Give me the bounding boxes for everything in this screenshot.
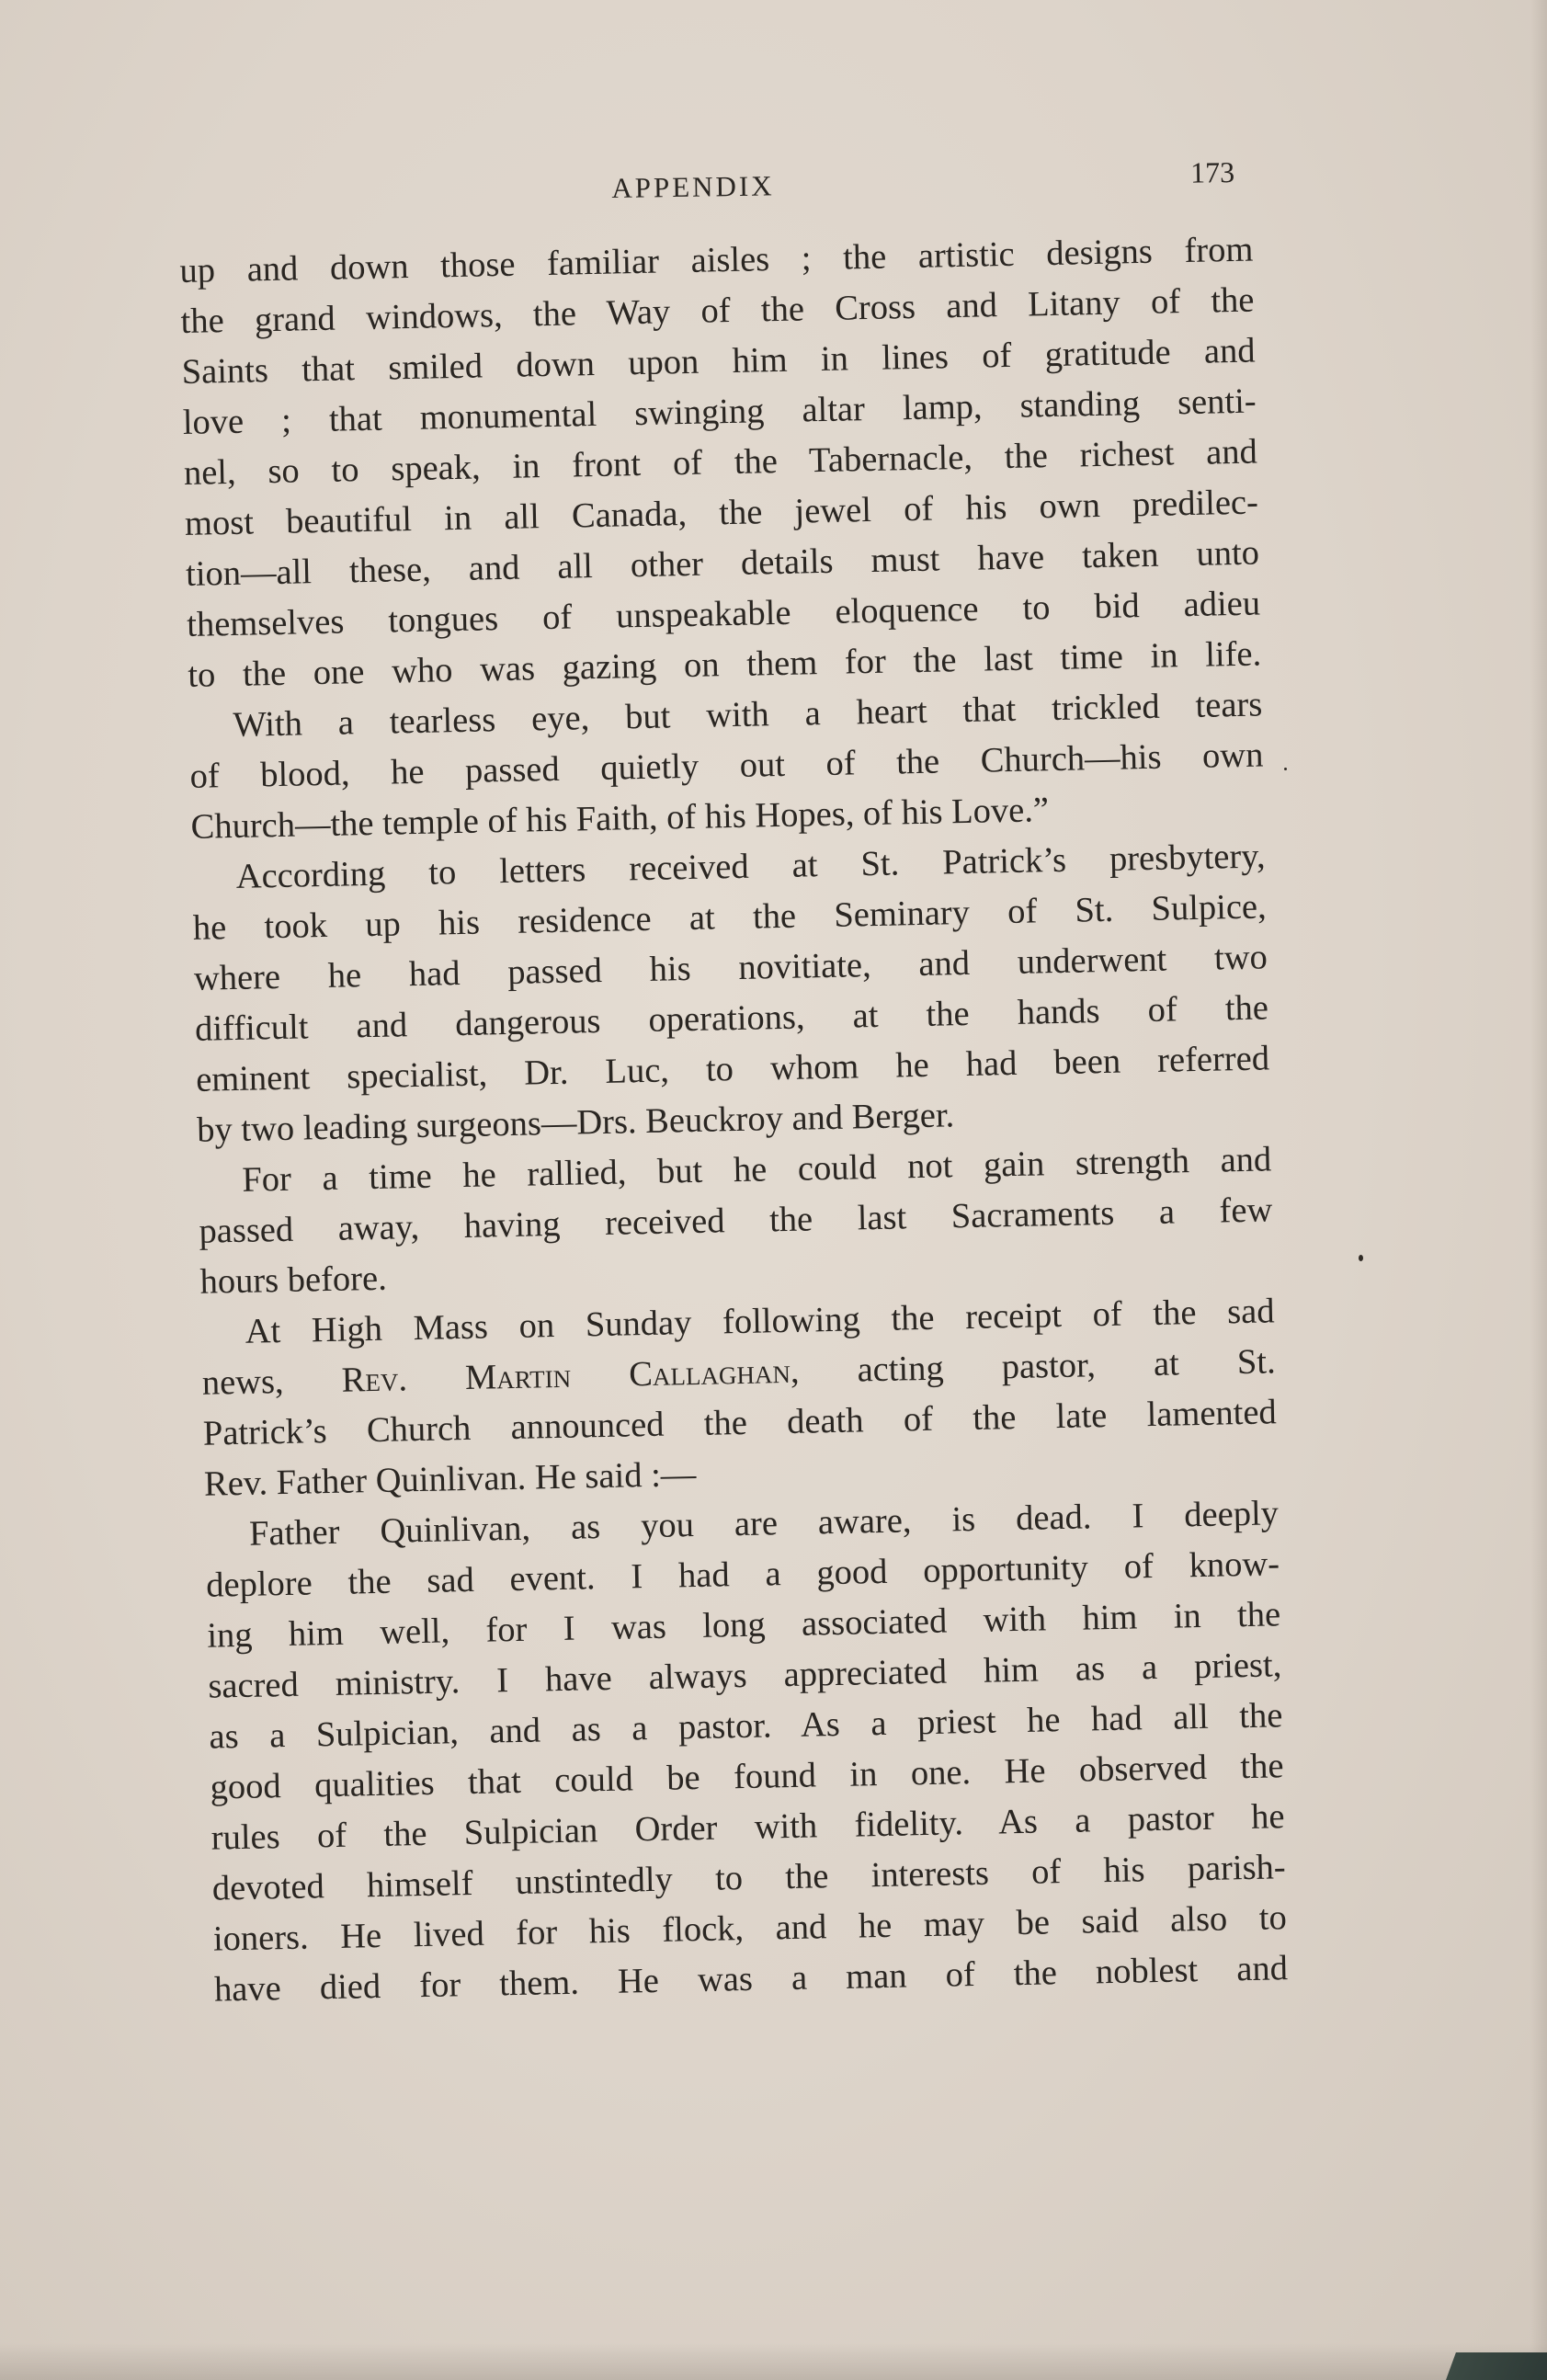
text-line: Patrick’s Church announced the death of the late lamented [202,1393,1278,1453]
body-text [179,225,1288,2016]
ink-speck [1359,1255,1363,1261]
text-line: eminent specialist, Dr. Luc, to whom he had been referred [195,1039,1270,1099]
ink-speck [1284,768,1287,770]
text-line: hours before. [199,1258,388,1302]
text-line: rules of the Sulpician Order with fidelity. As a pastor he [210,1797,1285,1858]
text-line: deplore the sad event. I had a good opportunity of know- [205,1544,1280,1605]
text-line: themselves tongues of unspeakable eloquence to bid adieu [186,584,1261,644]
text-line: he took up his residence at the Seminary of St. Sulpice, [192,887,1268,948]
text-line: up and down those familiar aisles ; the artistic designs from [179,230,1254,290]
page-number: 173 [1189,154,1235,189]
text-line: to the one who was gazing on them for the last time in life. [187,634,1262,695]
text-line: difficult and dangerous operations, at the hands of the [194,988,1269,1049]
text-line: tion—all these, and all other details must have taken unto [185,533,1260,594]
text-line: by two leading surgeons—Drs. Beuckroy and Berger. [196,1096,955,1150]
page-edge-shadow [1530,0,1547,2380]
text-line: where he had passed his novitiate, and underwent two [193,938,1268,998]
paragraph-start-line: At High Mass on Sunday following the receipt of the sad [245,1292,1275,1351]
running-head: APPENDIX [611,169,775,205]
text-line: the grand windows, the Way of the Cross and Litany of the [180,280,1255,341]
text-line: Rev. Father Quinlivan. He said :— [203,1454,697,1504]
text-line: have died for them. He was a man of the noblest and [213,1949,1289,2010]
paragraph-start-line: Father Quinlivan, as you are aware, is dead. I deeply [248,1494,1280,1554]
text-line: ioners. He lived for his flock, and he may be said also to [212,1898,1288,1959]
text-line: good qualities that could be found in one. He observed the [210,1747,1284,1807]
paragraph-start-line: According to letters received at St. Patrick’s presbytery, [235,837,1266,896]
text-line: Church—the temple of his Faith, of his Hopes, of his Love.” [190,791,1050,847]
text-line: most beautiful in all Canada, the jewel of his own predilec- [184,483,1259,543]
page-bottom-shadow [0,2343,1547,2380]
text-line: ing him well, for I was long associated with him in the [206,1595,1281,1656]
page-header [179,155,1246,217]
text-line: nel, so to speak, in front of the Tabernacle, the richest and [183,432,1258,493]
paragraph-start-line: With a tearless eye, but with a heart that trickled tears [233,685,1263,745]
text-line: as a Sulpician, and as a pastor. As a priest he had all the [209,1696,1283,1757]
paragraph-start-line: For a time he rallied, but he could not gain strength and [241,1140,1272,1200]
text-line: passed away, having received the last Sacraments a few [199,1190,1273,1251]
text-line: Saints that smiled down upon him in lines of gratitude and [181,331,1256,392]
text-line: of blood, he passed quietly out of the Church—his own [189,735,1264,796]
text-line: devoted himself unstintedly to the interests of his parish- [211,1848,1287,1908]
text-line: news, Rev. Martin Callaghan, acting pastor, at St. [201,1342,1277,1403]
text-line: sacred ministry. I have always appreciated him as a priest, [208,1646,1282,1706]
book-cover-corner [1446,2352,1547,2380]
text-line: love ; that monumental swinging altar lamp, standing senti- [182,381,1257,442]
